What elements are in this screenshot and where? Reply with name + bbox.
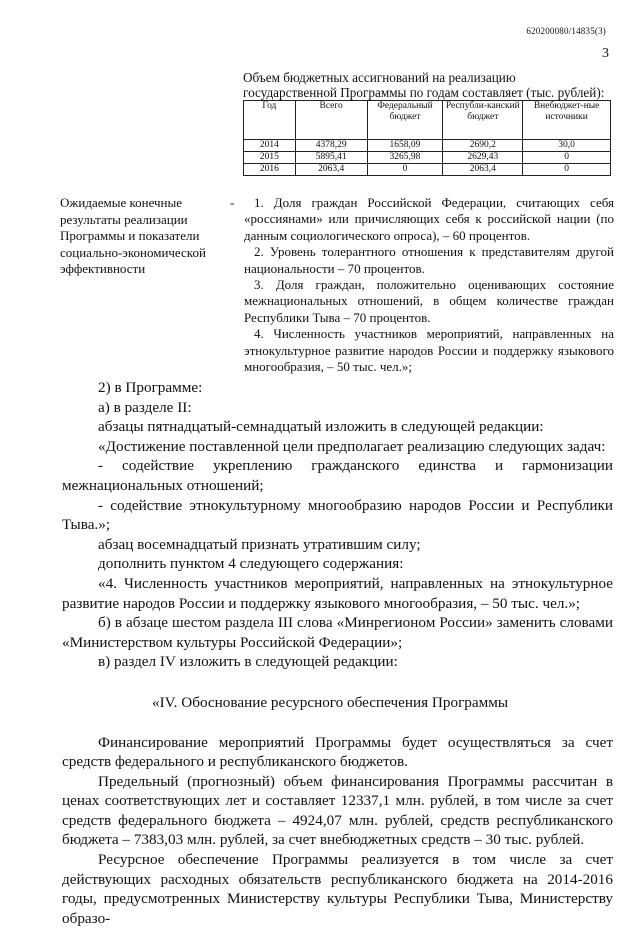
column-header-federal: Федеральный бюджет [367,101,443,140]
table-cell: 2063,4 [295,164,367,176]
paragraph: Ресурсное обеспечение Программы реализуется в том числе за счет действующих расходных обязательств республиканского бюджета на 2014-2016 годы, предусмотренных Министерству культуры Республики Тыва, Министерству образо- [62,851,613,927]
table-cell: 1658,09 [367,140,443,152]
table-cell: 0 [367,164,443,176]
table-cell: 3265,98 [367,152,443,164]
results-list [244,195,614,375]
results-item: 4. Численность участников мероприятий, направленных на этнокультурное развитие народов России и поддержку языкового многообразия, – 50 тыс. чел.»; [244,326,614,375]
paragraph: Предельный (прогнозный) объем финансирования Программы рассчитан в ценах соответствующих лет и составляет 12337,1 млн. рублей, в том числе за счет средств федерального бюджета – 4924,07 млн. рублей, средств республиканского бюджета – 7383,03 млн. рублей, за счет внебюджетных средств – 30 тыс. рублей. [62,772,613,849]
results-item: 3. Доля граждан, положительно оценивающих состояние межнациональных отношений, в общем количестве граждан Республики Тыва – 70 процентов. [244,277,614,325]
paragraph: - содействие этнокультурному многообразию народов России и Республики Тыва.»; [62,496,613,534]
table-cell: 2629,43 [443,152,523,164]
results-item: 1. Доля граждан Российской Федерации, считающих себя «россиянами» или причисляющих себя к российской нации (по данным социологического опроса), – 60 процентов. [244,195,614,243]
section-heading: «IV. Обоснование ресурсного обеспечения Программы [152,693,509,711]
table-row [244,140,611,152]
table-cell: 0 [523,164,611,176]
paragraph: 2) в Программе: [98,379,203,396]
document-number: 620200080/14835(3) [526,26,606,36]
table-cell: 5895,41 [295,152,367,164]
paragraph: абзац восемнадцатый признать утратившим силу; [98,535,421,553]
paragraph: дополнить пунктом 4 следующего содержания: [98,555,404,573]
budget-table [243,100,611,176]
table-cell: 2063,4 [443,164,523,176]
table-cell: 2690,2 [443,140,523,152]
table-header-row [244,101,611,140]
table-cell: 2014 [244,140,296,152]
table-cell: 30,0 [523,140,611,152]
paragraph: «Достижение поставленной цели предполагает реализацию следующих задач: [98,437,606,455]
body-text [62,378,613,928]
table-row [244,152,611,164]
paragraph: абзацы пятнадцатый-семнадцатый изложить в следующей редакции: [98,418,544,436]
results-label: Ожидаемые конечные результаты реализации Программы и показатели социально-экономической эффективности [60,195,206,276]
column-header-republican: Республи-канский бюджет [443,101,523,140]
column-header-total: Всего [295,101,367,140]
paragraph: - содействие укреплению гражданского единства и гармонизации межнациональных отношений; [62,457,613,494]
table-cell: 0 [523,152,611,164]
table-cell: 4378,29 [295,140,367,152]
page-number: 3 [602,46,609,61]
paragraph: б) в абзаце шестом раздела III слова «Минрегионом России» заменить словами «Министерством культуры Российской Федерации»; [62,614,613,651]
column-header-extrabudget: Внебюджет-ные источники [523,101,611,140]
paragraph: а) в разделе II: [98,398,192,416]
results-item: 2. Уровень толерантного отношения к представителям другой национальности – 70 процентов. [244,244,614,276]
table-cell: 2016 [244,164,296,176]
paragraph: в) раздел IV изложить в следующей редакции: [98,653,398,671]
table-caption: Объем бюджетных ассигнований на реализацию государственной Программы по годам составляет (тыс. рублей): [243,70,605,100]
table-cell: 2015 [244,152,296,164]
column-header-year: Год [244,101,296,140]
results-dash: - [230,195,235,210]
paragraph: «4. Численность участников мероприятий, направленных на этнокультурное развитие народов России и поддержку языкового многообразия, – 50 тыс. чел.»; [62,574,613,612]
paragraph: Финансирование мероприятий Программы будет осуществляться за счет средств федерального и республиканского бюджетов. [62,733,613,771]
table-row [244,164,611,176]
